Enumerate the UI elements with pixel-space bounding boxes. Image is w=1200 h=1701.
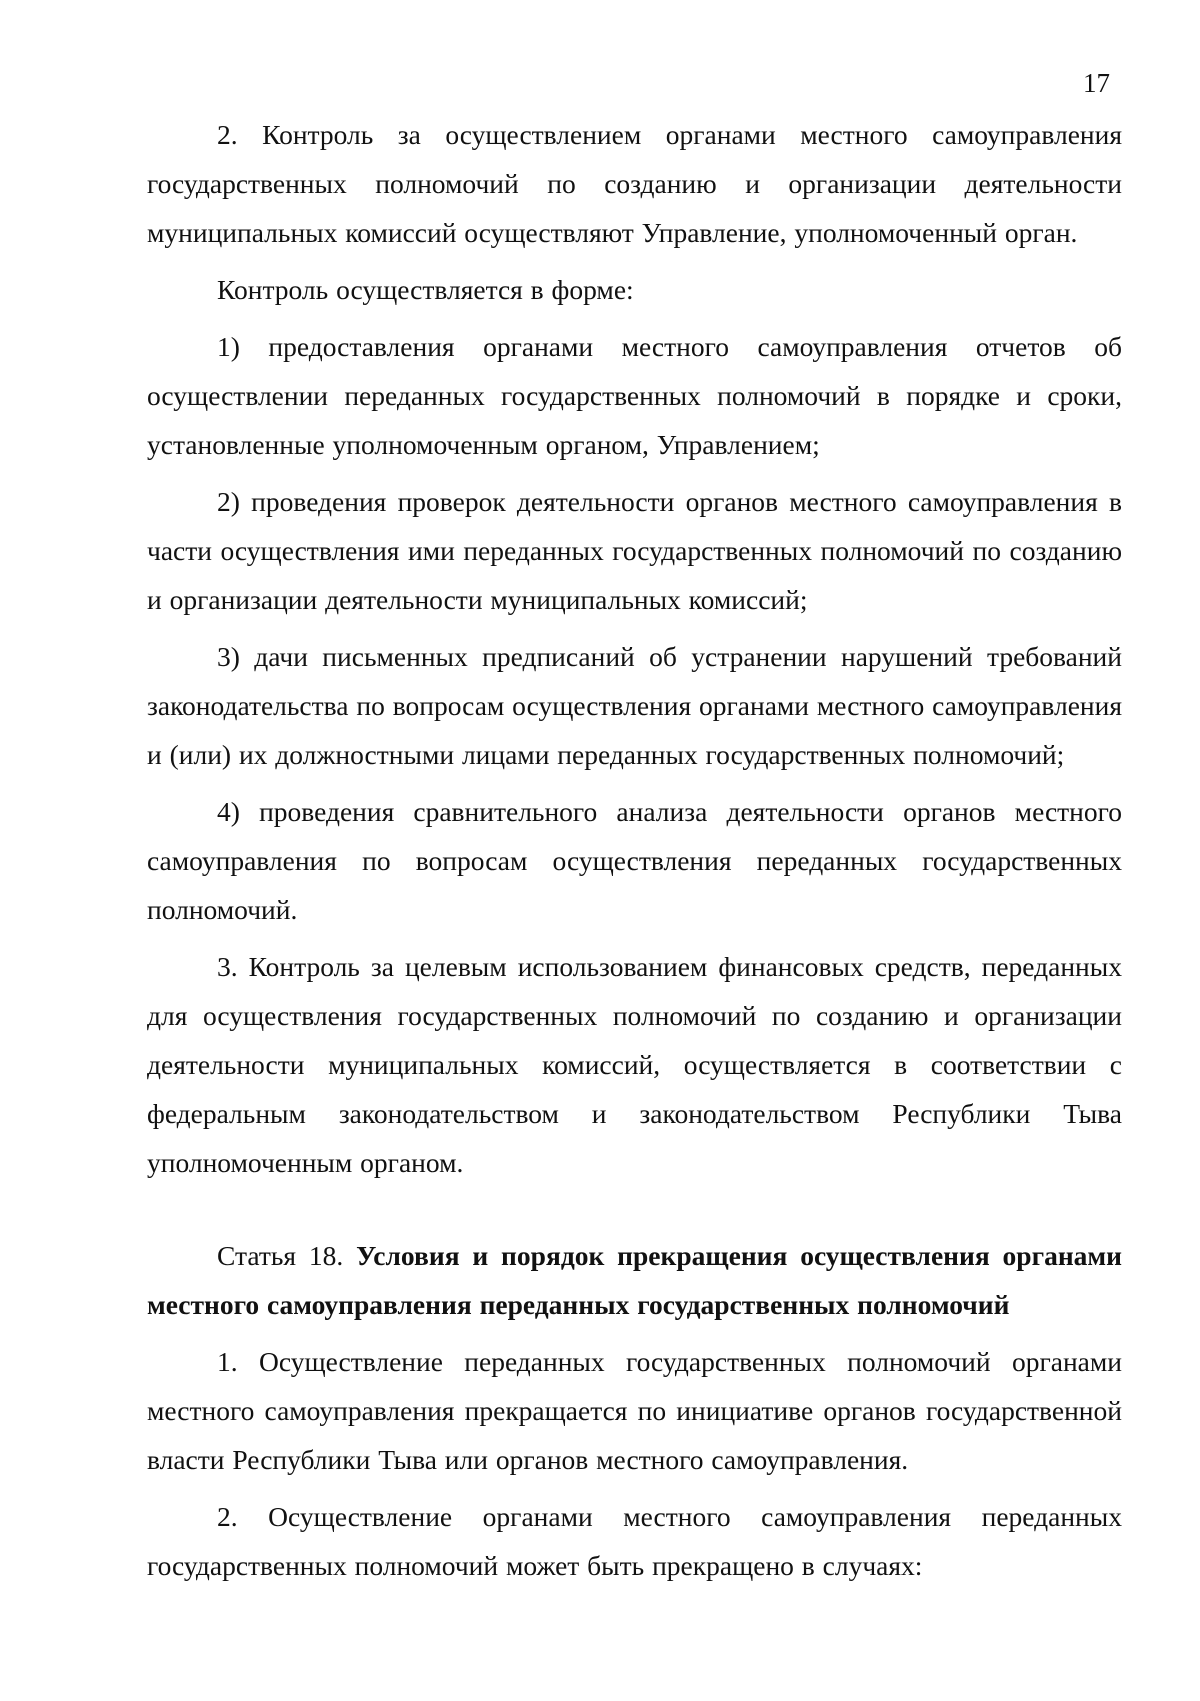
page-number: 17 xyxy=(1083,68,1110,98)
document-body xyxy=(147,110,1122,1598)
paragraph-item-4: 4) проведения сравнительного анализа деятельности органов местного самоуправления по вопросам осуществления переданных государственных полномочий. xyxy=(147,796,1122,925)
paragraph-termination-2: 2. Осуществление органами местного самоуправления переданных государственных полномочий может быть прекращено в случаях: xyxy=(147,1501,1122,1581)
article-heading xyxy=(147,1231,1122,1329)
article-label: Статья 18. xyxy=(217,1240,344,1271)
paragraph-control-bodies: 2. Контроль за осуществлением органами местного самоуправления государственных полномочий по созданию и организации деятельности муниципальных комиссий осуществляют Управление, уполномоченный орган. xyxy=(147,119,1122,248)
paragraph-item-2: 2) проведения проверок деятельности органов местного самоуправления в части осуществления ими переданных государственных полномочий по созданию и организации деятельности муниципальных комиссий; xyxy=(147,486,1122,615)
paragraph-termination-1: 1. Осуществление переданных государственных полномочий органами местного самоуправления прекращается по инициативе органов государственной власти Республики Тыва или органов местного самоуправления. xyxy=(147,1346,1122,1475)
article-title: Условия и порядок прекращения осуществления органами местного самоуправления переданных государственных полномочий xyxy=(147,1240,1122,1320)
paragraph-item-3: 3) дачи письменных предписаний об устранении нарушений требований законодательства по вопросам осуществления органами местного самоуправления и (или) их должностными лицами переданных государственных полномочий; xyxy=(147,641,1123,770)
paragraph-financial-control: 3. Контроль за целевым использованием финансовых средств, переданных для осуществления государственных полномочий по созданию и организации деятельности муниципальных комиссий, осуществляется в соответствии с федеральным законодательством и законодательством Республики Тыва уполномоченным органом. xyxy=(147,951,1122,1178)
paragraph-item-1: 1) предоставления органами местного самоуправления отчетов об осуществлении переданных государственных полномочий в порядке и сроки, установленные уполномоченным органом, Управлением; xyxy=(147,331,1122,460)
paragraph-control-form: Контроль осуществляется в форме: xyxy=(217,274,634,305)
